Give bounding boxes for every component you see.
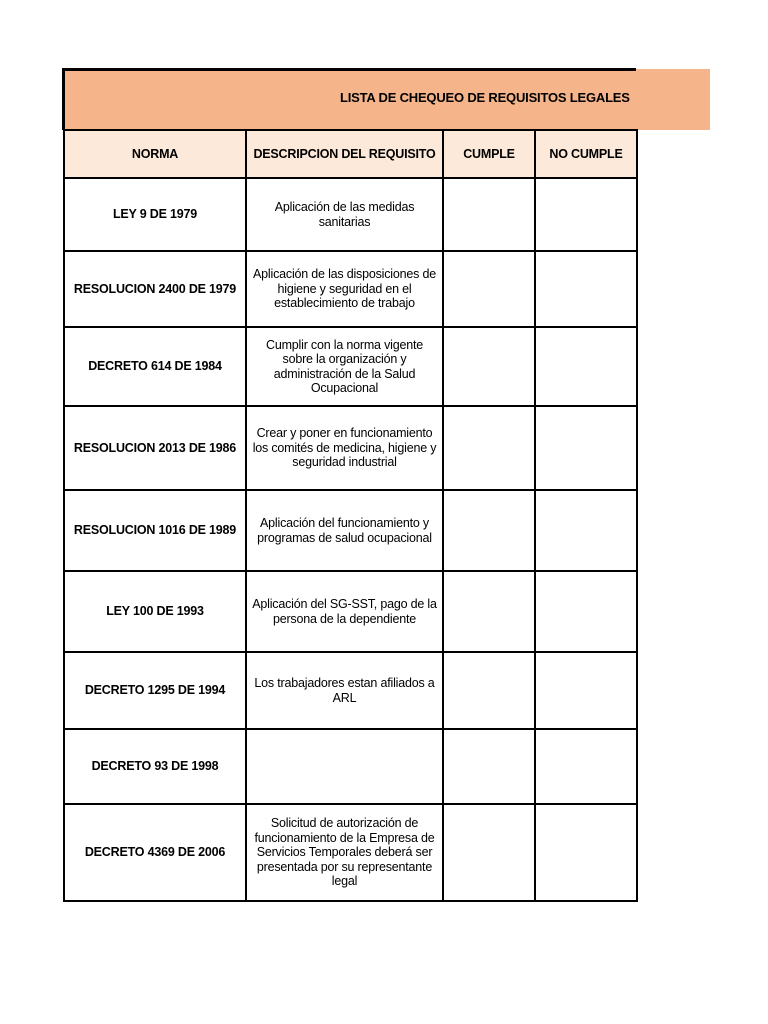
no-cumple-cell[interactable] [535,652,637,729]
header-no-cumple: NO CUMPLE [535,130,637,178]
table-row [64,251,637,327]
no-cumple-cell[interactable] [535,571,637,652]
table-row [64,804,637,901]
no-cumple-cell[interactable] [535,251,637,327]
cumple-cell[interactable] [443,652,535,729]
header-cumple: CUMPLE [443,130,535,178]
norma-cell: RESOLUCION 1016 DE 1989 [64,490,246,571]
title-top-border [63,68,636,71]
no-cumple-cell[interactable] [535,178,637,251]
cumple-cell[interactable] [443,327,535,406]
cumple-cell[interactable] [443,178,535,251]
table-row [64,729,637,804]
norma-cell: DECRETO 614 DE 1984 [64,327,246,406]
page-title: LISTA DE CHEQUEO DE REQUISITOS LEGALES [340,90,630,105]
table-row [64,571,637,652]
descripcion-cell: Aplicación del SG-SST, pago de la persona de la dependiente [246,571,443,652]
cumple-cell[interactable] [443,251,535,327]
no-cumple-cell[interactable] [535,490,637,571]
table-row [64,652,637,729]
no-cumple-cell[interactable] [535,729,637,804]
table-row [64,490,637,571]
no-cumple-cell[interactable] [535,406,637,490]
header-norma: NORMA [64,130,246,178]
cumple-cell[interactable] [443,490,535,571]
norma-cell: LEY 9 DE 1979 [64,178,246,251]
descripcion-cell: Cumplir con la norma vigente sobre la organización y administración de la Salud Ocupacional [246,327,443,406]
header-descripcion: DESCRIPCION DEL REQUISITO [246,130,443,178]
norma-cell: DECRETO 1295 DE 1994 [64,652,246,729]
descripcion-cell: Aplicación de las disposiciones de higiene y seguridad en el establecimiento de trabajo [246,251,443,327]
norma-cell: LEY 100 DE 1993 [64,571,246,652]
title-left-border [62,68,65,130]
norma-cell: DECRETO 4369 DE 2006 [64,804,246,901]
descripcion-cell [246,729,443,804]
no-cumple-cell[interactable] [535,804,637,901]
descripcion-cell: Aplicación del funcionamiento y programas de salud ocupacional [246,490,443,571]
descripcion-cell: Crear y poner en funcionamiento los comités de medicina, higiene y seguridad industrial [246,406,443,490]
cumple-cell[interactable] [443,571,535,652]
norma-cell: RESOLUCION 2013 DE 1986 [64,406,246,490]
table-row [64,178,637,251]
cumple-cell[interactable] [443,729,535,804]
descripcion-cell: Solicitud de autorización de funcionamiento de la Empresa de Servicios Temporales deberá ser presentada por su representante legal [246,804,443,901]
descripcion-cell: Los trabajadores estan afiliados a ARL [246,652,443,729]
table-row [64,406,637,490]
cumple-cell[interactable] [443,804,535,901]
table-row [64,327,637,406]
no-cumple-cell[interactable] [535,327,637,406]
cumple-cell[interactable] [443,406,535,490]
norma-cell: RESOLUCION 2400 DE 1979 [64,251,246,327]
header-row [64,130,637,178]
requirements-table [63,129,638,902]
norma-cell: DECRETO 93 DE 1998 [64,729,246,804]
descripcion-cell: Aplicación de las medidas sanitarias [246,178,443,251]
